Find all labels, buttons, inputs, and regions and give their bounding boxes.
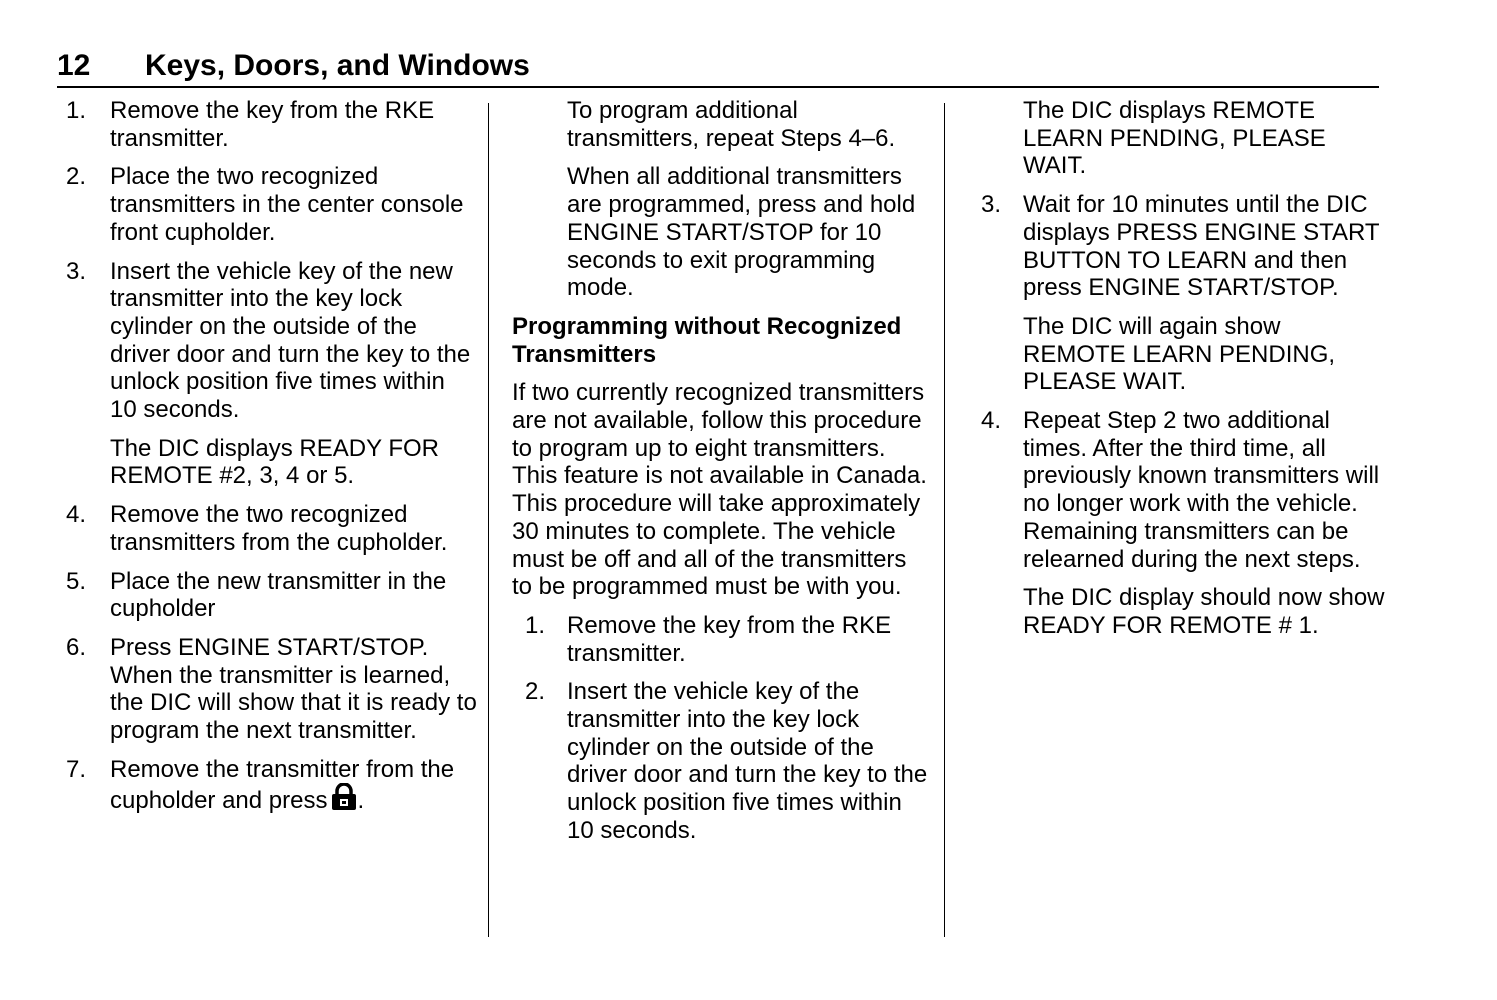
step-text: Remove the transmitter from the cupholder and press xyxy=(110,755,455,815)
page-number: 12 xyxy=(57,49,91,82)
step-4 xyxy=(968,407,1388,573)
step-number: 1. xyxy=(66,97,87,124)
step-text: Wait for 10 minutes until the DIC displays PRESS ENGINE START BUTTON TO LEARN and then press ENGINE START/STOP. xyxy=(1023,191,1380,302)
step-3 xyxy=(57,258,477,424)
step-text: Remove the key from the RKE transmitter. xyxy=(567,611,892,667)
step-4 xyxy=(57,501,477,556)
step-text: Remove the two recognized transmitters from the cupholder. xyxy=(110,501,448,556)
step-text: Place the new transmitter in the cupholder xyxy=(110,567,447,623)
step-2 xyxy=(57,163,477,246)
step-3-note: The DIC will again show REMOTE LEARN PENDING, PLEASE WAIT. xyxy=(1023,312,1336,396)
lock-icon xyxy=(331,783,357,818)
step-number: 3. xyxy=(66,257,87,285)
step-6 xyxy=(57,634,477,745)
step-number: 1. xyxy=(525,611,546,639)
step-3 xyxy=(968,191,1388,302)
column-divider-1 xyxy=(488,103,489,937)
intro-paragraph: If two currently recognized transmitters are not available, follow this procedure to program up to eight transmitters. This feature is not available in Canada. This procedure will take approximately 30 minutes to complete. The vehicle must be off and all of the transmitters to be programmed must be with you. xyxy=(512,379,927,601)
step-number: 4. xyxy=(66,501,87,529)
page-header xyxy=(57,46,1379,88)
step-4-note: The DIC display should now show READY FOR REMOTE # 1. xyxy=(1023,584,1385,639)
step-number: 3. xyxy=(981,191,1002,219)
column-1 xyxy=(57,97,477,829)
step-text: Remove the key from the RKE transmitter. xyxy=(110,97,435,152)
section-title: Keys, Doors, and Windows xyxy=(145,49,530,82)
step-number: 7. xyxy=(66,755,87,783)
column-divider-2 xyxy=(944,103,945,937)
step-text: Press ENGINE START/STOP. When the transmitter is learned, the DIC will show that it is ready to program the next transmitter. xyxy=(110,633,477,745)
note-exit-programming: When all additional transmitters are programmed, press and hold ENGINE START/STOP for 10 seconds to exit programming mode. xyxy=(567,163,916,302)
column-3 xyxy=(968,97,1388,651)
step-number: 2. xyxy=(525,678,546,706)
step-number: 6. xyxy=(66,633,87,661)
step-number: 4. xyxy=(981,407,1002,435)
note-additional-transmitters: To program additional transmitters, repeat Steps 4–6. xyxy=(567,97,896,152)
section-heading: Programming without Recognized Transmitters xyxy=(512,312,902,368)
note-remote-learn-pending: The DIC displays REMOTE LEARN PENDING, PLEASE WAIT. xyxy=(1023,97,1326,180)
step-7 xyxy=(57,756,477,818)
step-number: 5. xyxy=(66,567,87,595)
step-text: Place the two recognized transmitters in the center console front cupholder. xyxy=(110,163,464,246)
step-1 xyxy=(512,612,932,667)
step-2 xyxy=(512,678,932,844)
step-text: Repeat Step 2 two additional times. After the third time, all previously known transmitters will no longer work with the vehicle. Remaining transmitters can be relearned during the next steps. xyxy=(1023,407,1380,573)
column-2 xyxy=(512,97,932,856)
step-3-note: The DIC displays READY FOR REMOTE #2, 3, 4 or 5. xyxy=(110,434,439,490)
step-5 xyxy=(57,568,477,623)
step-number: 2. xyxy=(66,163,87,191)
step-1 xyxy=(57,97,477,152)
step-text: Insert the vehicle key of the new transmitter into the key lock cylinder on the outside of the driver door and turn the key to the unlock position five times within 10 seconds. xyxy=(110,257,471,424)
step-text: Insert the vehicle key of the transmitter into the key lock cylinder on the outside of the driver door and turn the key to the unlock position five times within 10 seconds. xyxy=(567,678,928,844)
step-suffix: . xyxy=(357,787,365,815)
